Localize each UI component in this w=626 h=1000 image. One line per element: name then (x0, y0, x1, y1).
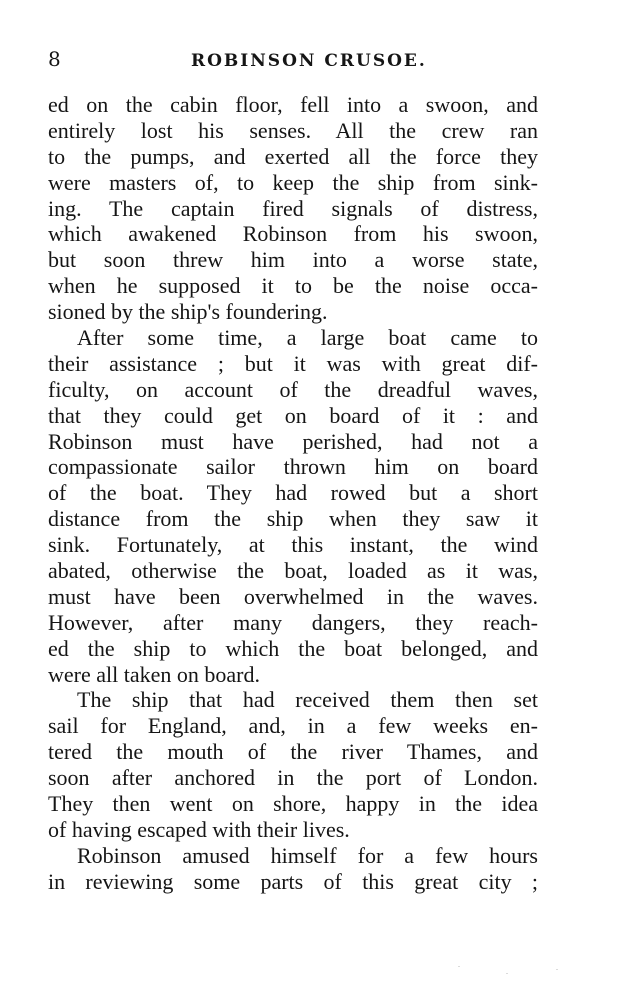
text-line: entirely lost his senses. All the crew ran (48, 117, 538, 143)
running-title: ROBINSON CRUSOE. (191, 51, 427, 71)
page-number: 8 (48, 47, 61, 71)
text-line: abated, otherwise the boat, loaded as it was, (48, 558, 538, 584)
text-line: when he supposed it to be the noise occa- (48, 273, 538, 299)
text-line: in reviewing some parts of this great city ; (48, 868, 538, 894)
text-line: ed the ship to which the boat belonged, and (48, 635, 538, 661)
text-line: Robinson amused himself for a few hours (77, 842, 538, 868)
text-line: sioned by the ship's foundering. (48, 299, 328, 325)
body-text (48, 92, 538, 895)
text-line: The ship that had received them then set (77, 687, 538, 713)
paragraph-1 (48, 92, 538, 325)
text-line: However, after many dangers, they reach- (48, 609, 538, 635)
text-line: but soon threw him into a worse state, (48, 247, 538, 273)
paper-speck (506, 973, 508, 974)
text-line: to the pumps, and exerted all the force they (48, 143, 538, 169)
text-line: that they could get on board of it : and (48, 402, 538, 428)
text-line: of the boat. They had rowed but a short (48, 480, 538, 506)
text-line: ficulty, on account of the dreadful waves, (48, 376, 538, 402)
text-line: After some time, a large boat came to (77, 325, 538, 351)
paragraph-4 (48, 843, 538, 895)
text-line: ing. The captain fired signals of distress, (48, 195, 538, 221)
page-header (48, 44, 538, 74)
paper-speck (458, 966, 460, 967)
paragraph-2 (48, 325, 538, 687)
text-line: their assistance ; but it was with great dif- (48, 350, 538, 376)
text-line: ed on the cabin floor, fell into a swoon, and (48, 92, 538, 117)
text-line: which awakened Robinson from his swoon, (48, 221, 538, 247)
text-line: compassionate sailor thrown him on board (48, 454, 538, 480)
text-line: of having escaped with their lives. (48, 816, 350, 842)
text-line: They then went on shore, happy in the idea (48, 791, 538, 817)
text-line: sail for England, and, in a few weeks en- (48, 713, 538, 739)
paragraph-3 (48, 687, 538, 842)
text-line: were masters of, to keep the ship from sink- (48, 169, 538, 195)
text-line: must have been overwhelmed in the waves. (48, 583, 538, 609)
text-line: sink. Fortunately, at this instant, the wind (48, 532, 538, 558)
text-line: distance from the ship when they saw it (48, 506, 538, 532)
text-line: Robinson must have perished, had not a (48, 428, 538, 454)
text-line: were all taken on board. (48, 661, 260, 687)
text-line: tered the mouth of the river Thames, and (48, 739, 538, 765)
paper-speck (556, 969, 558, 970)
text-line: soon after anchored in the port of London. (48, 765, 538, 791)
